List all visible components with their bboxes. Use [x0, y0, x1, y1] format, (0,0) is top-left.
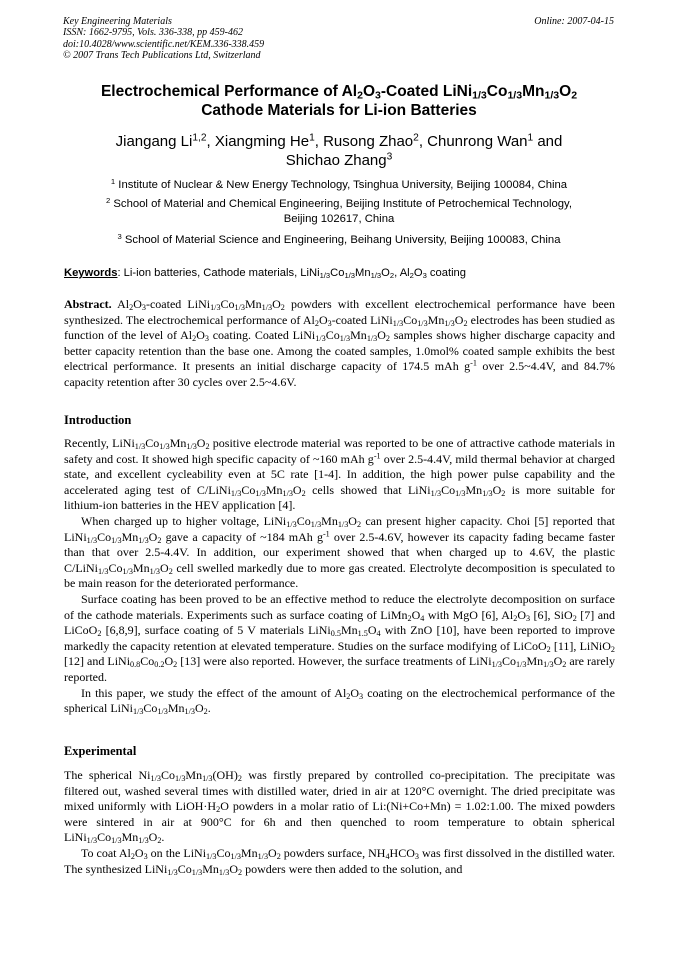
abstract: Abstract. $Al_2O_3$-coated $LiNi_{1/3}Co_{1/3}Mn_{1/3}O_2$ powders with excellent electrochemical performance have been synthesized. The electrochemical performance of $Al_2O_3$-coated $LiNi_{1/3}Co_{1/3}Mn_{1/3}O_2$ electrodes has been studied as function of the level of $Al_2O_3$ coating. Coated $LiNi_{1/3}Co_{1/3}Mn_{1/3}O_2$ samples shows higher discharge capacity and better capacity retention than the base one. Among the coated samples, 1.0mol% coated sample exhibits the best electrical performance. It presents an initial discharge capacity of 174.5 mAh $g^{-1}$ over 2.5~4.4V, and 84.7% capacity retention after 30 cycles over 2.5~4.6V. — [64, 297, 615, 389]
intro-paragraph-3: Surface coating has been proved to be an effective method to reduce the electrolyte decomposition on surface of the cathode materials. Experiments such as surface coating of $LiMn_2O_4$ with MgO [6], $Al_2O_3$ [6], SiO$_2$ [7] and LiCoO$_2$ [6,8,9], surface coating of 5 V materials $LiNi_{0.5}Mn_{1.5}O_4$ with ZnO [10], have been reported to improve markedly the capacity retention at elevated temperature. Studies on the surface modifying of LiCoO$_2$ [11], LiNiO$_2$ [12] and $LiNi_{0.8}Co_{0.2}O_2$ [13] were also reported. However, the surface treatments of $LiNi_{1/3}Co_{1/3}Mn_{1/3}O_2$ are rarely reported. — [64, 591, 616, 684]
affiliation-2: $^2$ School of Material and Chemical Engineering, Beijing Institute of Petrochemical Technology, Beijing 102617, China — [105, 195, 573, 225]
journal-name: Key Engineering Materials — [63, 16, 172, 27]
introduction-body — [64, 436, 615, 717]
keywords-line: Keywords: Li-ion batteries, Cathode materials, $LiNi_{1/3}Co_{1/3}Mn_{1/3}O_2$, $Al_2O_3$ coating — [64, 267, 466, 280]
journal-header — [63, 16, 264, 62]
intro-paragraph-4: In this paper, we study the effect of the amount of $Al_2O_3$ coating on the electrochemical performance of the spherical $LiNi_{1/3}Co_{1/3}Mn_{1/3}O_2$. — [64, 685, 615, 717]
doi-line: doi:10.4028/www.scientific.net/KEM.336-338.459 — [63, 38, 265, 50]
copyright-line: © 2007 Trans Tech Publications Ltd, Switzerland — [63, 50, 261, 62]
intro-paragraph-2: When charged up to higher voltage, $LiNi_{1/3}Co_{1/3}Mn_{1/3}O_2$ can present higher capacity. Choi [5] reported that $LiNi_{1/3}Co_{1/3}Mn_{1/3}O_2$ gave a capacity of ~184 mAh $g^{-1}$ over 2.5-4.6V, however its capacity fading became faster than that over 2.5-4.4V. In addition, our experiment showed that when charged up to 4.6V, the plastic $C/LiNi_{1/3}Co_{1/3}Mn_{1/3}O_2$ cell swelled markedly due to more gas created. Electrolyte decomposition is speculated to be main reason for the deteriorated performance. — [64, 513, 615, 591]
affiliation-1: $^1$ Institute of Nuclear & New Energy Technology, Tsinghua University, Beijing 100084, China — [110, 176, 568, 191]
abstract-label: Abstract. — [64, 297, 112, 311]
exp-paragraph-2: To coat $Al_2O_3$ on the $LiNi_{1/3}Co_{1/3}Mn_{1/3}O_2$ powders surface, $NH_4HCO_3$ was first dissolved in the distilled water. The synthesized $LiNi_{1/3}Co_{1/3}Mn_{1/3}O_2$ powders were then added to the solution, and — [64, 845, 615, 877]
keywords-label: Keywords — [64, 267, 118, 279]
exp-paragraph-1: The spherical $Ni_{1/3}Co_{1/3}Mn_{1/3}(OH)_2$ was firstly prepared by controlled co-precipitation. The precipitate was filtered out, washed several times with distilled water, dried in air at 120°C overnight. The dried precipitate was mixed uniformly with $LiOH\cdot H_2O$ powders in a molar ratio of Li:(Ni+Co+Mn) = 1.02:1.00. The mixed powders were sintered in air at 900°C for 6h and then quenched to room temperature to obtain spherical $LiNi_{1/3}Co_{1/3}Mn_{1/3}O_2$. — [64, 768, 616, 846]
title-line-1: Electrochemical Performance of $Al_2O_3$-Coated $LiNi_{1/3}Co_{1/3}Mn_{1/3}O_2$ — [100, 83, 578, 102]
title-line-2: Cathode Materials for Li-ion Batteries — [201, 102, 477, 119]
intro-paragraph-1: Recently, $LiNi_{1/3}Co_{1/3}Mn_{1/3}O_2$ positive electrode material was reported to be one of attractive cathode materials in safety and cost. It showed high specific capacity of ~160 mAh $g^{-1}$ over 2.5-4.4V, mild thermal behavior at charged state, and excellent cycleability even at 5C rate [1-4]. In addition, the high power pulse capability and the accelerated aging test of $C/LiNi_{1/3}Co_{1/3}Mn_{1/3}O_2$ cells showed that $LiNi_{1/3}Co_{1/3}Mn_{1/3}O_2$ is more suitable for lithium-ion batteries in the HEV application [4]. — [64, 436, 615, 513]
experimental-body — [64, 768, 615, 877]
section-heading-experimental: Experimental — [64, 744, 137, 758]
online-date: Online: 2007-04-15 — [534, 16, 614, 27]
section-heading-introduction: Introduction — [64, 413, 132, 427]
author-list: Jiangang Li$^{1,2}$, Xiangming He$^1$, Rusong Zhao$^2$, Chunrong Wan$^1$ and Shichao Zhang$^3$ — [115, 132, 563, 169]
paper-title — [60, 82, 618, 120]
affiliation-3: $^3$ School of Material Science and Engineering, Beihang University, Beijing 100083, China — [117, 231, 561, 246]
issn-line: ISSN: 1662-9795, Vols. 336-338, pp 459-462 — [63, 27, 243, 39]
